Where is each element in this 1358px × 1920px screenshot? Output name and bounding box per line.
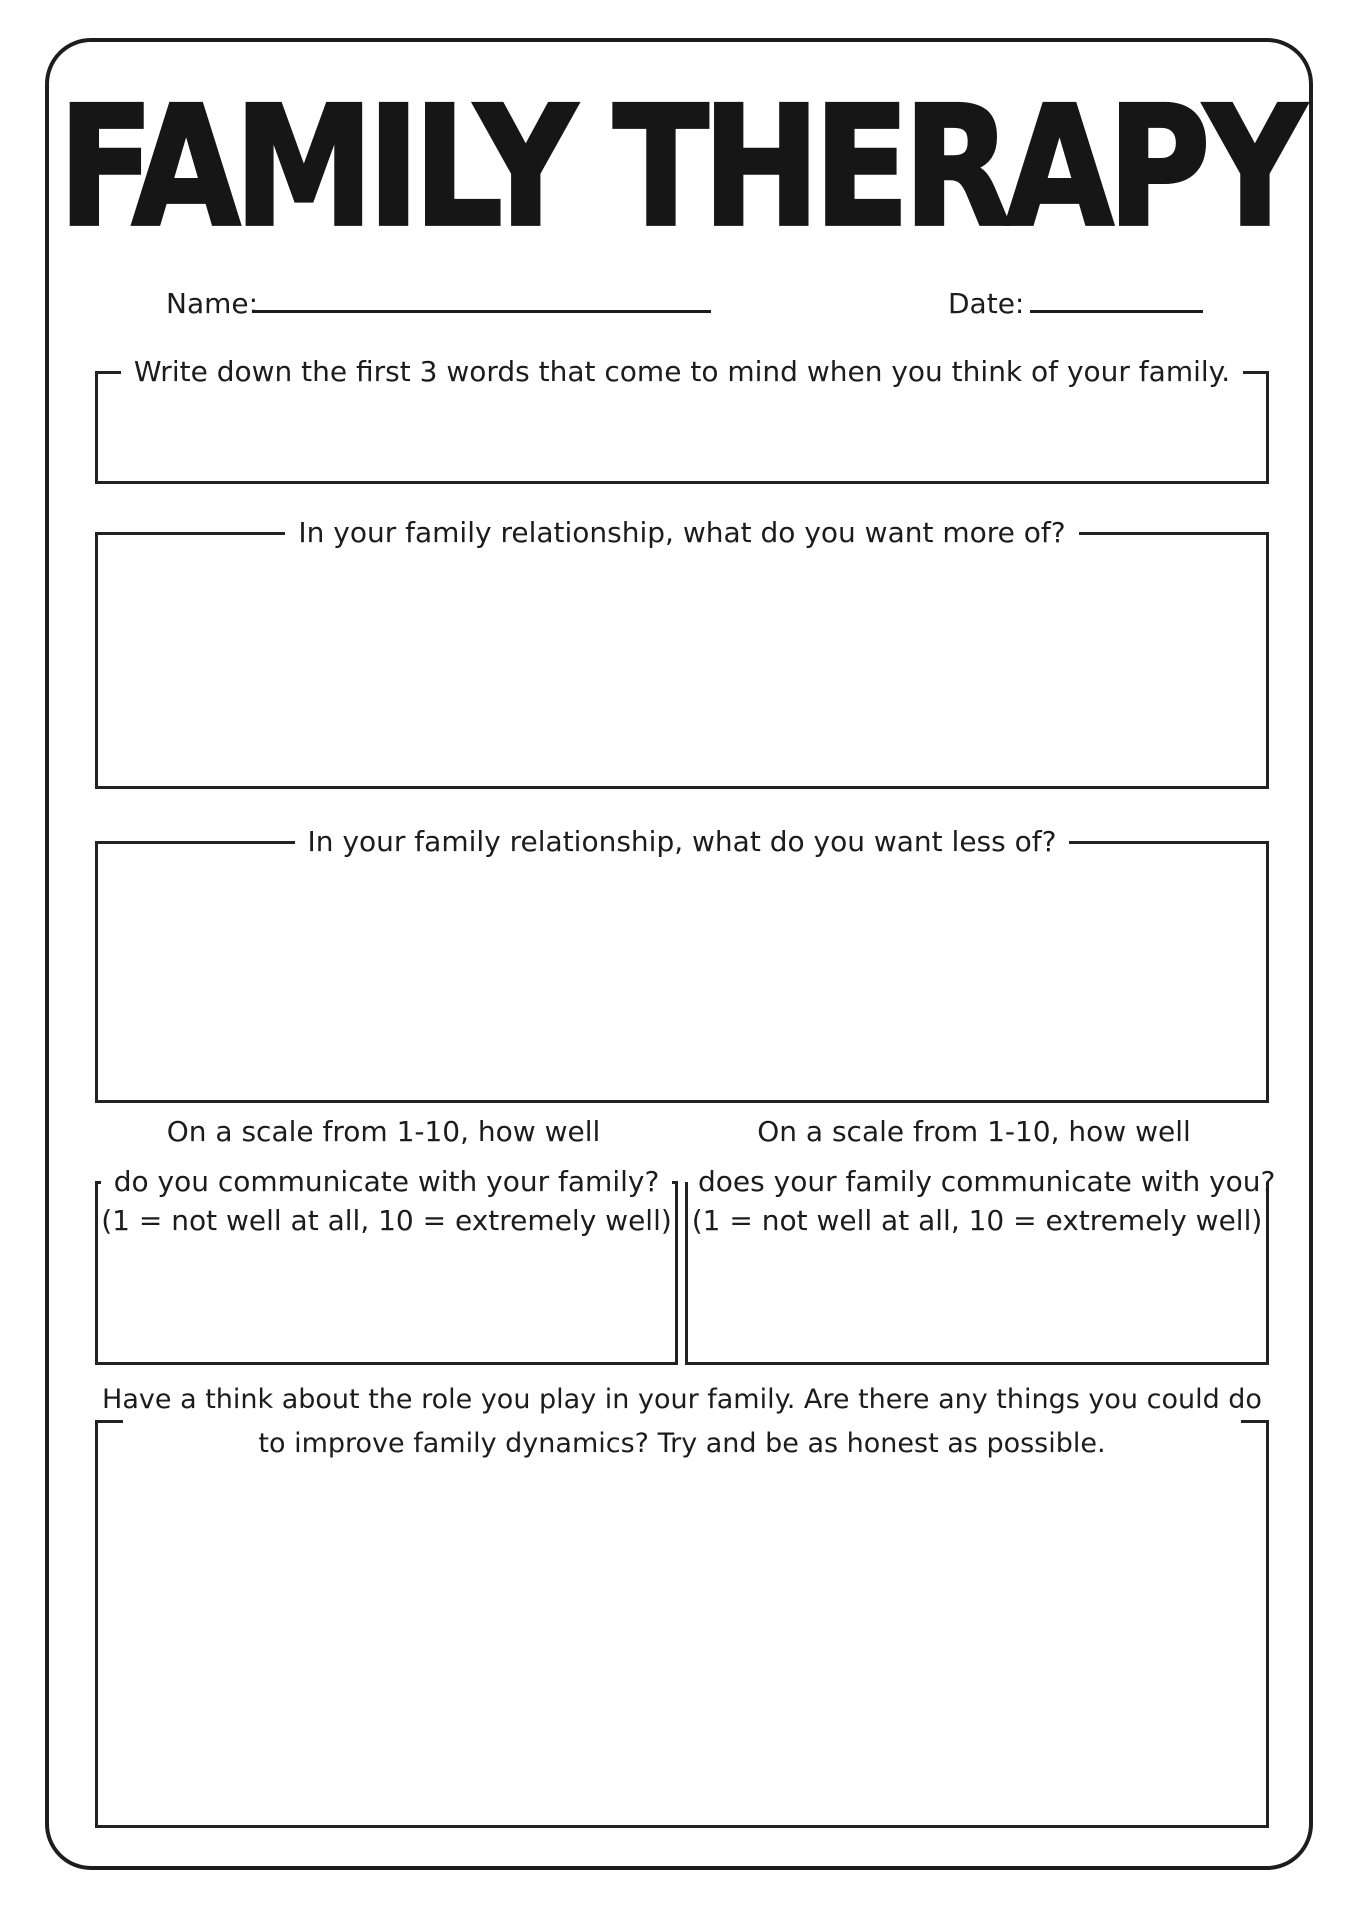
scale-family-box [685,1165,1276,1365]
family-role-box [95,1384,1269,1828]
first-words-prompt: Write down the first 3 words that come to mind when you think of your family. [133,355,1231,388]
border-dash-right [1243,371,1269,374]
want-less-prompt: In your family relationship, what do you want less of? [307,825,1057,858]
scale-you-prompt-line2: do you communicate with your family? [113,1165,660,1198]
border-dash-left [95,1181,101,1184]
want-more-writing-area[interactable] [98,553,1266,786]
scale-family-prompt-line2: does your family communicate with you? [698,1165,1276,1198]
scale-family-legend: (1 = not well at all, 10 = extremely well) [691,1204,1263,1237]
scale-you-writing-area[interactable] [98,1252,675,1362]
family-role-prompt [98,1378,1266,1466]
name-input-line[interactable] [254,310,711,313]
date-label: Date: [948,287,1025,320]
border-dash-right [1079,532,1269,535]
first-words-writing-area[interactable] [98,392,1266,481]
want-more-box-top [95,515,1269,551]
scale-you-legend: (1 = not well at all, 10 = extremely well) [101,1204,672,1237]
family-role-prompt-line2: to improve family dynamics? Try and be as honest as possible. [258,1428,1106,1459]
border-dash-left [95,841,295,844]
want-less-box [95,825,1269,1103]
scale-you-prompt-line1: On a scale from 1-10, how well [166,1115,601,1148]
scale-you-box [95,1165,678,1365]
border-dash-right [672,1181,678,1184]
family-role-writing-area[interactable] [98,1467,1266,1825]
want-more-box [95,516,1269,789]
family-role-prompt-line1: Have a think about the role you play in your family. Are there any things you could do [102,1384,1262,1415]
want-more-prompt: In your family relationship, what do you want more of? [298,516,1066,549]
scale-family-prompt-line1: On a scale from 1-10, how well [757,1115,1191,1148]
border-dash-left [95,532,285,535]
worksheet-title: FAMILY THERAPY [58,71,1300,265]
scale-family-box-top [685,1164,1276,1200]
first-words-box-top [95,354,1269,390]
first-words-box [95,355,1269,484]
want-less-writing-area[interactable] [98,862,1266,1100]
scale-family-writing-area[interactable] [688,1252,1266,1362]
border-dash-right [1069,841,1269,844]
scale-you-box-top [95,1164,678,1200]
border-dash-left [95,371,121,374]
want-less-box-top [95,824,1269,860]
name-label: Name: [166,287,259,320]
date-input-line[interactable] [1030,310,1203,313]
